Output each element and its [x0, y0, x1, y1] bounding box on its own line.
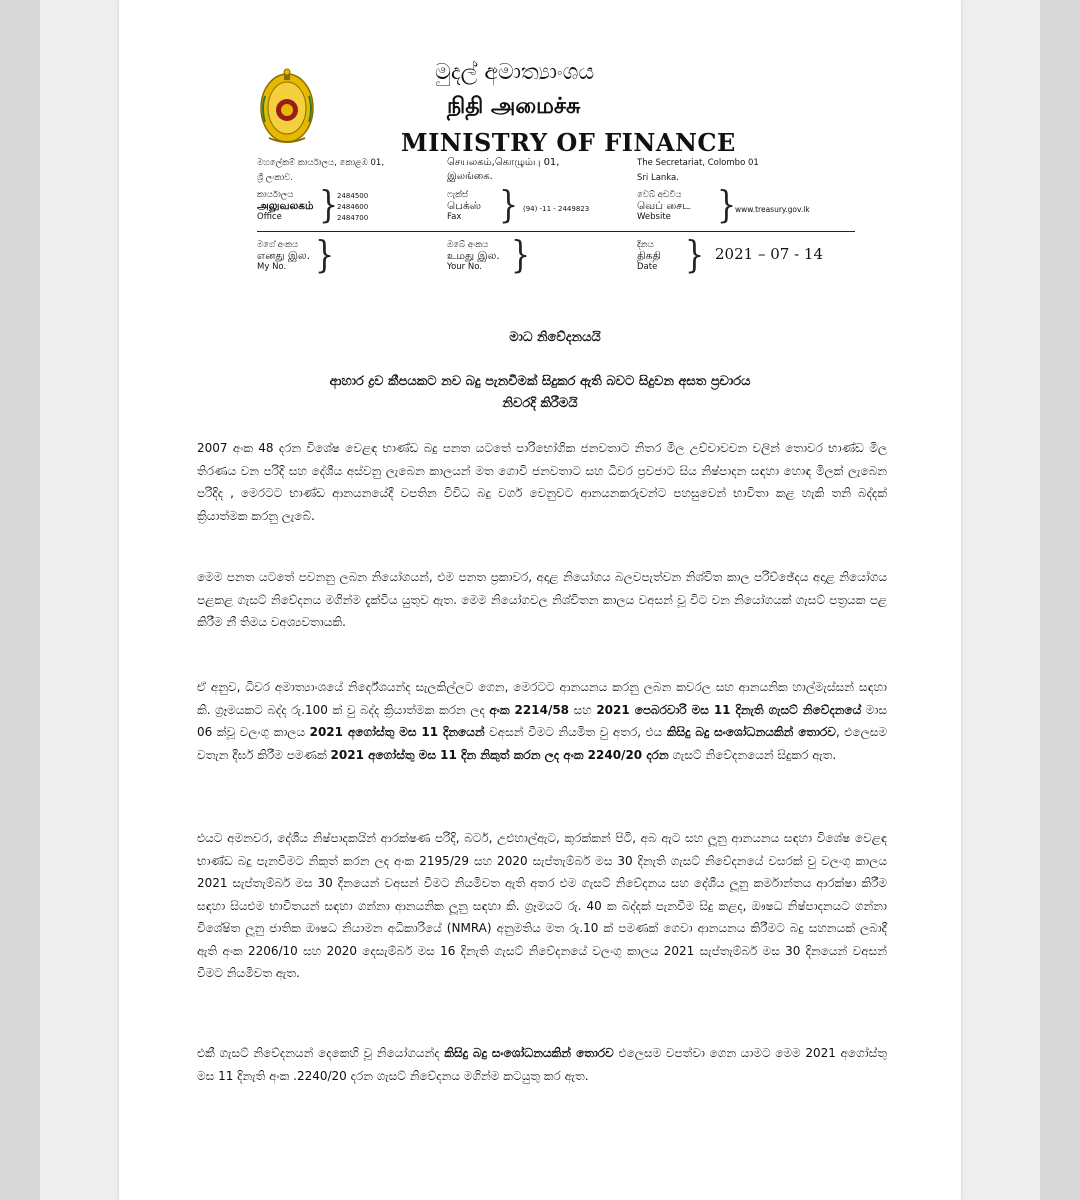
ministry-title-english: MINISTRY OF FINANCE [401, 128, 736, 157]
my-no-brace: } [315, 233, 335, 278]
fax-brace: } [499, 183, 519, 228]
press-release-title: මාධ නිවේදනයයි [509, 330, 601, 345]
paragraph-1: 2007 අංක 48 දරන විශේෂ වෙළඳ භාණ්ඩ බදු පනත යටතේ පාරිභෝගික ජනවතාට නිතර මිල උච්චාවචන වලින් තොවර භාණ්ඩ මිල තිරණය වන පරිදි සහ දේශීය අස්වනු ලැබෙන කාලයන් මත ගොවි ජනවතාට සහ ධිවර ප්‍රවජාට සිය නිෂ්පාදන සඳහා හොඳ මිලක් ලැබෙන පරිදිද , මෙරටට භාණ්ඩ ආනයනයේදී වපතින විවිධ බදු වර්ග වෙනුවට ආනයනකරුවන්ට පහසුවෙන් භාවිතා කළ හැකි තනි බද්දක් ක්‍රියාත්මක කරනු ලැබේ. [197, 441, 887, 523]
website-brace: } [717, 183, 737, 228]
date-brace: } [685, 233, 705, 278]
office-labels: කාර්යාලය அலுவலகம் Office [257, 190, 314, 222]
website-labels: වෙබ් අඩවිය வெப் சைட Website [637, 190, 691, 222]
subject-line-2: නිවරදි කිරීමයි [502, 396, 578, 411]
office-numbers: 2484500 2484600 2484700 [337, 192, 369, 222]
your-no-brace: } [511, 233, 531, 278]
paragraph-5: එකී ගැසට් නිවේදනයන් දෙකෙහි වූ නියෝගයන්ද කිසිදු බදු සංශෝධනයකින් තොරව එලෙසම වපත්වා ගෙන යාමට මෙම 2021 අගෝස්තු මස 11 දිනැති අංක .2240/20 දරන ගැසට් නිවේදනය මගින්ම කටයුතු කර ඇත. [197, 1046, 887, 1083]
subject-line-1: ආහාර ද්‍රව කීපයකට නව බදු පැනවීමක් සිදුකර ඇති බවට සිදුවන අසත ප්‍රචාරය [329, 374, 751, 389]
address-english: The Secretariat, Colombo 01 Sri Lanka. [637, 158, 759, 183]
paragraph-3: ඒ අනුව, ධිවර අමාත්‍යාංශයේ නිර්දේශයන්ද සැලකිල්ලට ගෙන, මෙරටට ආනයනය කරනු ලබන කවරල සහ ආනයනික හාල්මැස්සන් සඳහා කි. ග්‍රෑමයකට බද්ද රු.100 ක් වු බද්ද ක්‍රියාත්මක කරන ලද අංක 2214/58 සහ 2021 පෙබරවාරි මස 11 දිනැති ගැසට් නිවේදනයේ මාස 06 ක්වූ වලංගු කාලය 2021 අගෝස්තු මස 11 දිනයෙන් වඅසන් වීමට නියමිත වු අතර, එය කිසිදු බදු සංශෝධනයකින් තොරව, එලෙසම වතැන දීර්ඝ කිරීම පමණක් 2021 අගෝස්තු මස 11 දින නිකුත් කරන ලද අංක 2240/20 දරන ගැසට් නිවේදනයෙන් සිදුකර ඇත. [197, 680, 888, 762]
your-no-labels: ඔබේ අංකය உமது இல. Your No. [447, 240, 500, 272]
ministry-title-sinhala: මුදල් අමාත්‍යාංශය [435, 60, 595, 85]
date-labels: දිනය திகதி Date [637, 240, 661, 272]
office-brace: } [319, 183, 339, 228]
date-value: 2021 – 07 - 14 [715, 245, 823, 263]
paragraph-4: එයට අමනවර, දේශීය නිෂ්පාදකයින් ආරක්ෂණ පරිදි, බටර්, උළුහාල්ඇට, කුරක්කන් පිටි, අබ ඇට සහ ලූනු ආනයනය සඳහා විශේෂ වෙළඳ භාණ්ඩ බදු පැනවීමට නිකුත් කරන ලද අංක 2195/29 සහ 2020 සැප්තැම්බර් මස 30 දිනැති ගැසට් නිවේදනයේ වසරක් වු වලංගු කාලය 2021 සැප්තැම්බර් මස 30 දිනයෙන් වඅසන් වීමට නියමිවත ඇති අතර එම ගැසට් නිවේදනය සහ දේශීය ලූනු කර්මාන්තය ආරක්ෂා කිරීම සඳහා සියළුම භාවිතයන් සඳහා ගන්නා ආනයනික ලූනු සඳහා කි. ග්‍රෑමයට රු. 40 ක බද්දක් පැනවීම සිදු කළද, ඖෂධ නිෂ්පාදනයට ගන්නා විශේෂිත ලූනු ජාතික ඖෂධ නියාමන අධිකාරියේ (NMRA) අනුමතිය මත රු.10 ක් පමණක් ගෙවා ආනයනය කිරීමට බදු සහනයක් ලබාදී ඇති අංක 2206/10 සහ 2020 දෙසැම්බර් මස 16 දිනැති ගැසට් නිවේදනයේ වලංගු කාලය 2021 සැප්තැම්බර් මස 30 දිනයෙන් වඅසන් වීමට නියමිවත ඇත. [197, 831, 887, 980]
ministry-title-tamil: நிதி அமைச்சு [447, 94, 581, 119]
my-no-labels: මගේ අංකය எனது இல. My No. [257, 240, 311, 272]
address-sinhala: මහලේකම් කාර්යාලය, කොළඹ 01, ශ්‍රී ලංකාව. [257, 158, 385, 183]
address-tamil: செயலகம்,கொழும்பு 01, இலங்கை. [447, 157, 560, 182]
fax-number: (94) -11 - 2449823 [523, 205, 590, 213]
letterhead-divider [257, 231, 855, 232]
paragraph-2: මෙම පනත යටතේ පවනනු ලබන නියෝගයන්, එම පනත ප්‍රකාවර, අදාළ නියෝගය බලවපැත්වන නිශ්චිත කාල පරිච්ඡේදය අදාළ නියෝගය පළකළ ගැසට් නිවේදනය මගින්ම දැක්විය යුතුව ඇත. මෙම නියෝගවල නිශ්චිතන කාලය වඅසන් වූ විට වන නියෝගයක් ගැසට් පත්‍රයක පළ කිරීම නී තිමය වඅශ්‍යවතායකි. [197, 570, 887, 629]
letterhead [119, 0, 961, 300]
document-page [119, 0, 961, 1200]
fax-labels: ෆැක්ස් பெக்ஸ் Fax [447, 190, 481, 222]
website-url: www.treasury.gov.lk [735, 205, 810, 214]
sri-lanka-emblem-icon [257, 66, 317, 148]
